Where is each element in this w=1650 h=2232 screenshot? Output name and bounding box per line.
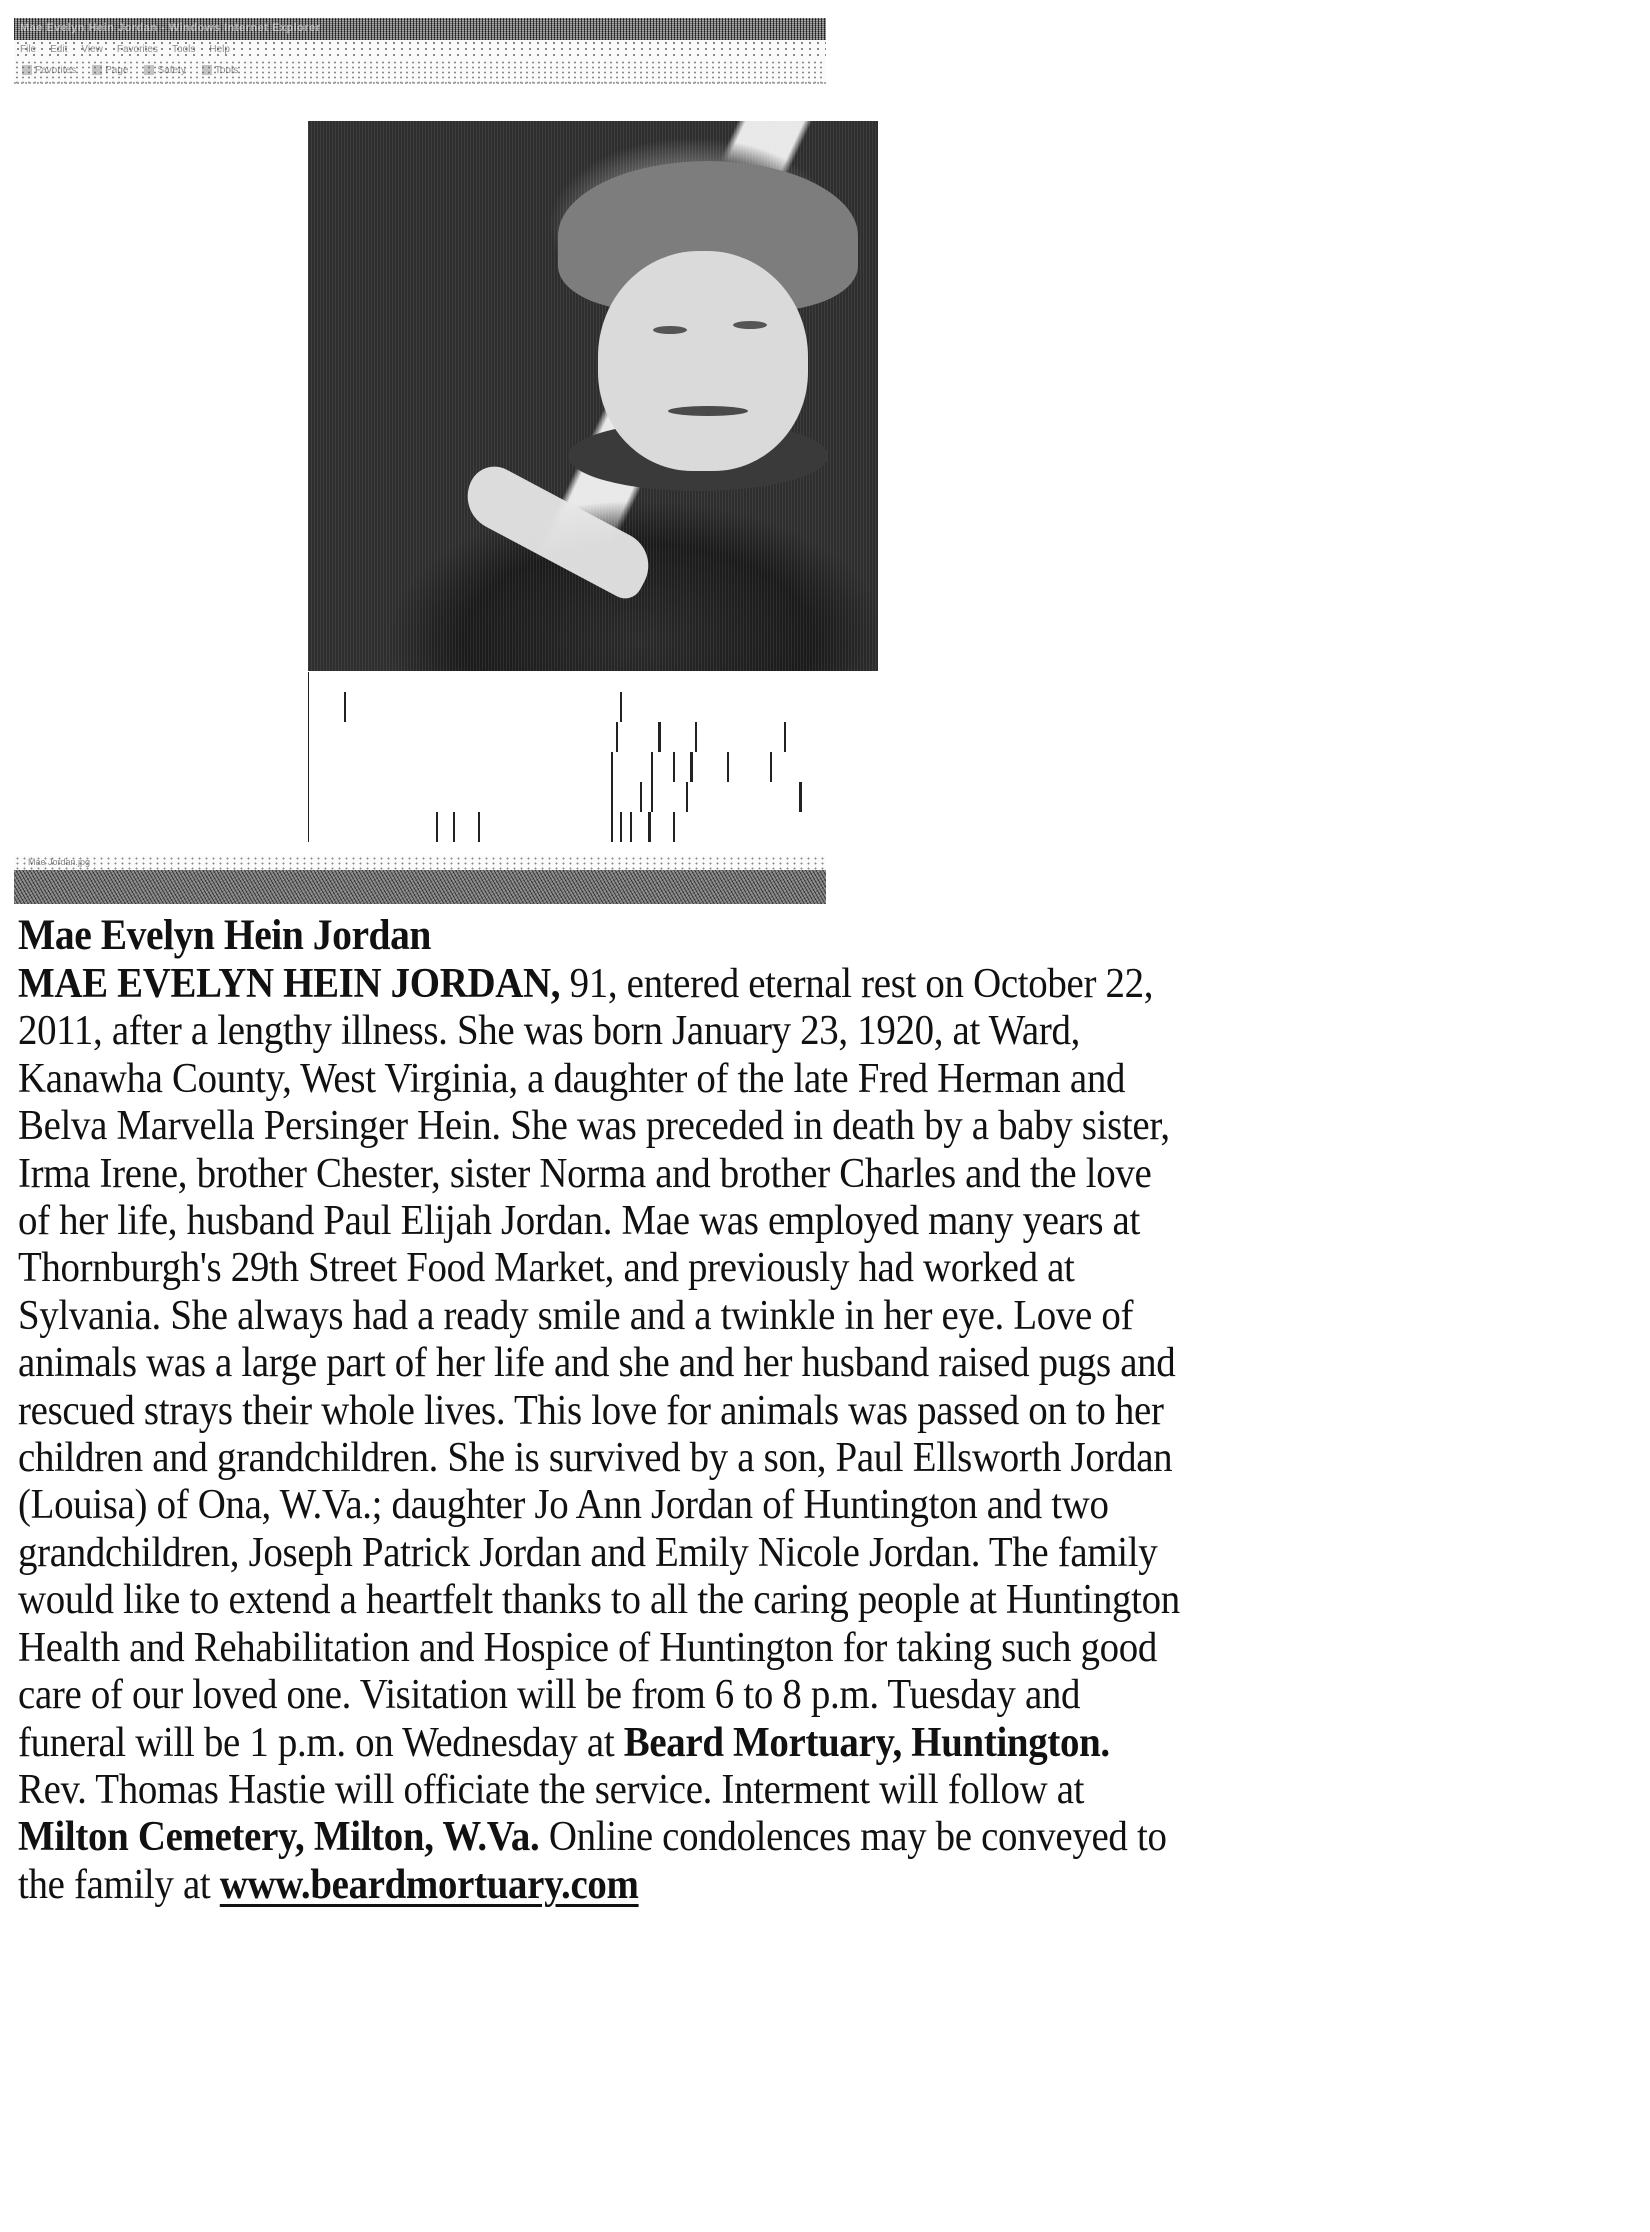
body-line-16: care of our loved one. Visitation will be from 6 to 8 p.m. Tuesday and bbox=[18, 1671, 1081, 1719]
command-bar bbox=[14, 60, 826, 84]
photo-face bbox=[598, 251, 808, 471]
title-bar bbox=[14, 18, 826, 40]
body-line-11: children and grandchildren. She is survived by a son, Paul Ellsworth Jordan bbox=[18, 1434, 1173, 1482]
artifact-line bbox=[673, 812, 675, 842]
browser-window-chrome bbox=[14, 18, 826, 94]
artifact-line bbox=[344, 692, 346, 722]
window-title: Mae Evelyn Hein Jordan - Windows Internet Explorer bbox=[20, 22, 321, 34]
menu-help[interactable]: Help bbox=[209, 44, 230, 55]
artifact-line bbox=[727, 752, 729, 782]
start-strip[interactable] bbox=[14, 870, 826, 904]
tools-button[interactable] bbox=[202, 65, 238, 76]
artifact-line bbox=[648, 812, 651, 842]
favorites-button[interactable] bbox=[22, 65, 76, 76]
obituary-heading: Mae Evelyn Hein Jordan bbox=[18, 912, 431, 959]
portrait-photo bbox=[308, 121, 878, 671]
page-icon bbox=[92, 65, 102, 75]
artifact-line bbox=[690, 752, 693, 782]
body-line-8: Sylvania. She always had a ready smile and a twinkle in her eye. Love of bbox=[18, 1291, 1134, 1339]
body-line-7: Thornburgh's 29th Street Food Market, and previously had worked at bbox=[18, 1244, 1075, 1292]
artifact-line bbox=[478, 812, 480, 842]
scan-artifact-marks bbox=[300, 672, 900, 842]
menu-edit[interactable]: Edit bbox=[50, 44, 68, 55]
artifact-line bbox=[640, 782, 642, 812]
artifact-line bbox=[616, 722, 618, 752]
cemetery: Milton Cemetery, Milton, W.Va. bbox=[18, 1813, 540, 1861]
body-line-2: 2011, after a lengthy illness. She was born January 23, 1920, at Ward, bbox=[18, 1007, 1081, 1055]
photo-eye-left bbox=[653, 326, 687, 334]
artifact-line bbox=[630, 812, 632, 842]
artifact-line bbox=[770, 752, 772, 782]
photo-mouth bbox=[668, 406, 748, 416]
safety-button[interactable] bbox=[144, 65, 185, 76]
body-line-5: Irma Irene, brother Chester, sister Norma and brother Charles and the love bbox=[18, 1149, 1152, 1197]
mortuary-website-link[interactable]: www.beardmortuary.com bbox=[219, 1860, 639, 1908]
body-line-12: (Louisa) of Ona, W.Va.; daughter Jo Ann Jordan of Huntington and two bbox=[18, 1481, 1109, 1529]
body-line-6: of her life, husband Paul Elijah Jordan. Mae was employed many years at bbox=[18, 1197, 1140, 1245]
body-line-1: 91, entered eternal rest on October 22, bbox=[560, 960, 1154, 1007]
artifact-line bbox=[658, 722, 661, 752]
shield-icon bbox=[144, 65, 154, 75]
body-line-14: would like to extend a heartfelt thanks to all the caring people at Huntington bbox=[18, 1576, 1180, 1624]
favorites-label: Favorites bbox=[35, 65, 77, 76]
condolence-text: Online condolences may be conveyed to bbox=[539, 1813, 1167, 1861]
menu-view[interactable]: View bbox=[81, 44, 103, 55]
taskbar bbox=[14, 856, 826, 906]
artifact-line bbox=[686, 782, 688, 812]
officiant-line: Rev. Thomas Hastie will officiate the service. Interment will follow at bbox=[18, 1765, 1085, 1813]
artifact-line bbox=[784, 722, 786, 752]
status-bar bbox=[14, 856, 826, 870]
artifact-line bbox=[611, 752, 613, 842]
page-button[interactable] bbox=[92, 65, 128, 76]
deceased-name-lead: MAE EVELYN HEIN JORDAN, bbox=[18, 960, 561, 1007]
body-line-9: animals was a large part of her life and she and her husband raised pugs and bbox=[18, 1339, 1176, 1387]
artifact-line bbox=[695, 722, 697, 752]
body-line-3: Kanawha County, West Virginia, a daughter of the late Fred Herman and bbox=[18, 1054, 1126, 1102]
body-line-13: grandchildren, Joseph Patrick Jordan and Emily Nicole Jordan. The family bbox=[18, 1528, 1158, 1576]
funeral-home: Beard Mortuary, Huntington. bbox=[623, 1718, 1110, 1766]
star-icon bbox=[22, 65, 32, 75]
closing-text: the family at bbox=[18, 1860, 220, 1908]
artifact-line bbox=[620, 692, 622, 722]
artifact-line bbox=[308, 672, 309, 842]
menu-file[interactable]: File bbox=[20, 44, 37, 55]
body-line-15: Health and Rehabilitation and Hospice of Huntington for taking such good bbox=[18, 1623, 1158, 1671]
body-line-17: funeral will be 1 p.m. on Wednesday at bbox=[18, 1718, 624, 1766]
menu-bar bbox=[14, 40, 826, 60]
artifact-line bbox=[620, 812, 622, 842]
menu-tools[interactable]: Tools bbox=[171, 44, 196, 55]
body-line-4: Belva Marvella Persinger Hein. She was preceded in death by a baby sister, bbox=[18, 1102, 1170, 1150]
artifact-line bbox=[799, 782, 802, 812]
artifact-line bbox=[436, 812, 438, 842]
artifact-line bbox=[453, 812, 455, 842]
status-text: Mae Jordan.jpg bbox=[28, 857, 91, 867]
tools-label: Tools bbox=[214, 65, 239, 76]
obituary-body bbox=[18, 960, 1628, 1908]
menu-favorites[interactable]: Favorites bbox=[116, 44, 158, 55]
body-line-10: rescued strays their whole lives. This love for animals was passed on to her bbox=[18, 1386, 1164, 1434]
page-label: Page bbox=[105, 65, 129, 76]
gear-icon bbox=[202, 65, 212, 75]
obituary-article bbox=[18, 912, 1628, 1908]
safety-label: Safety bbox=[157, 65, 186, 76]
photo-eye-right bbox=[733, 321, 767, 329]
artifact-line bbox=[673, 752, 675, 782]
artifact-line bbox=[651, 752, 653, 812]
